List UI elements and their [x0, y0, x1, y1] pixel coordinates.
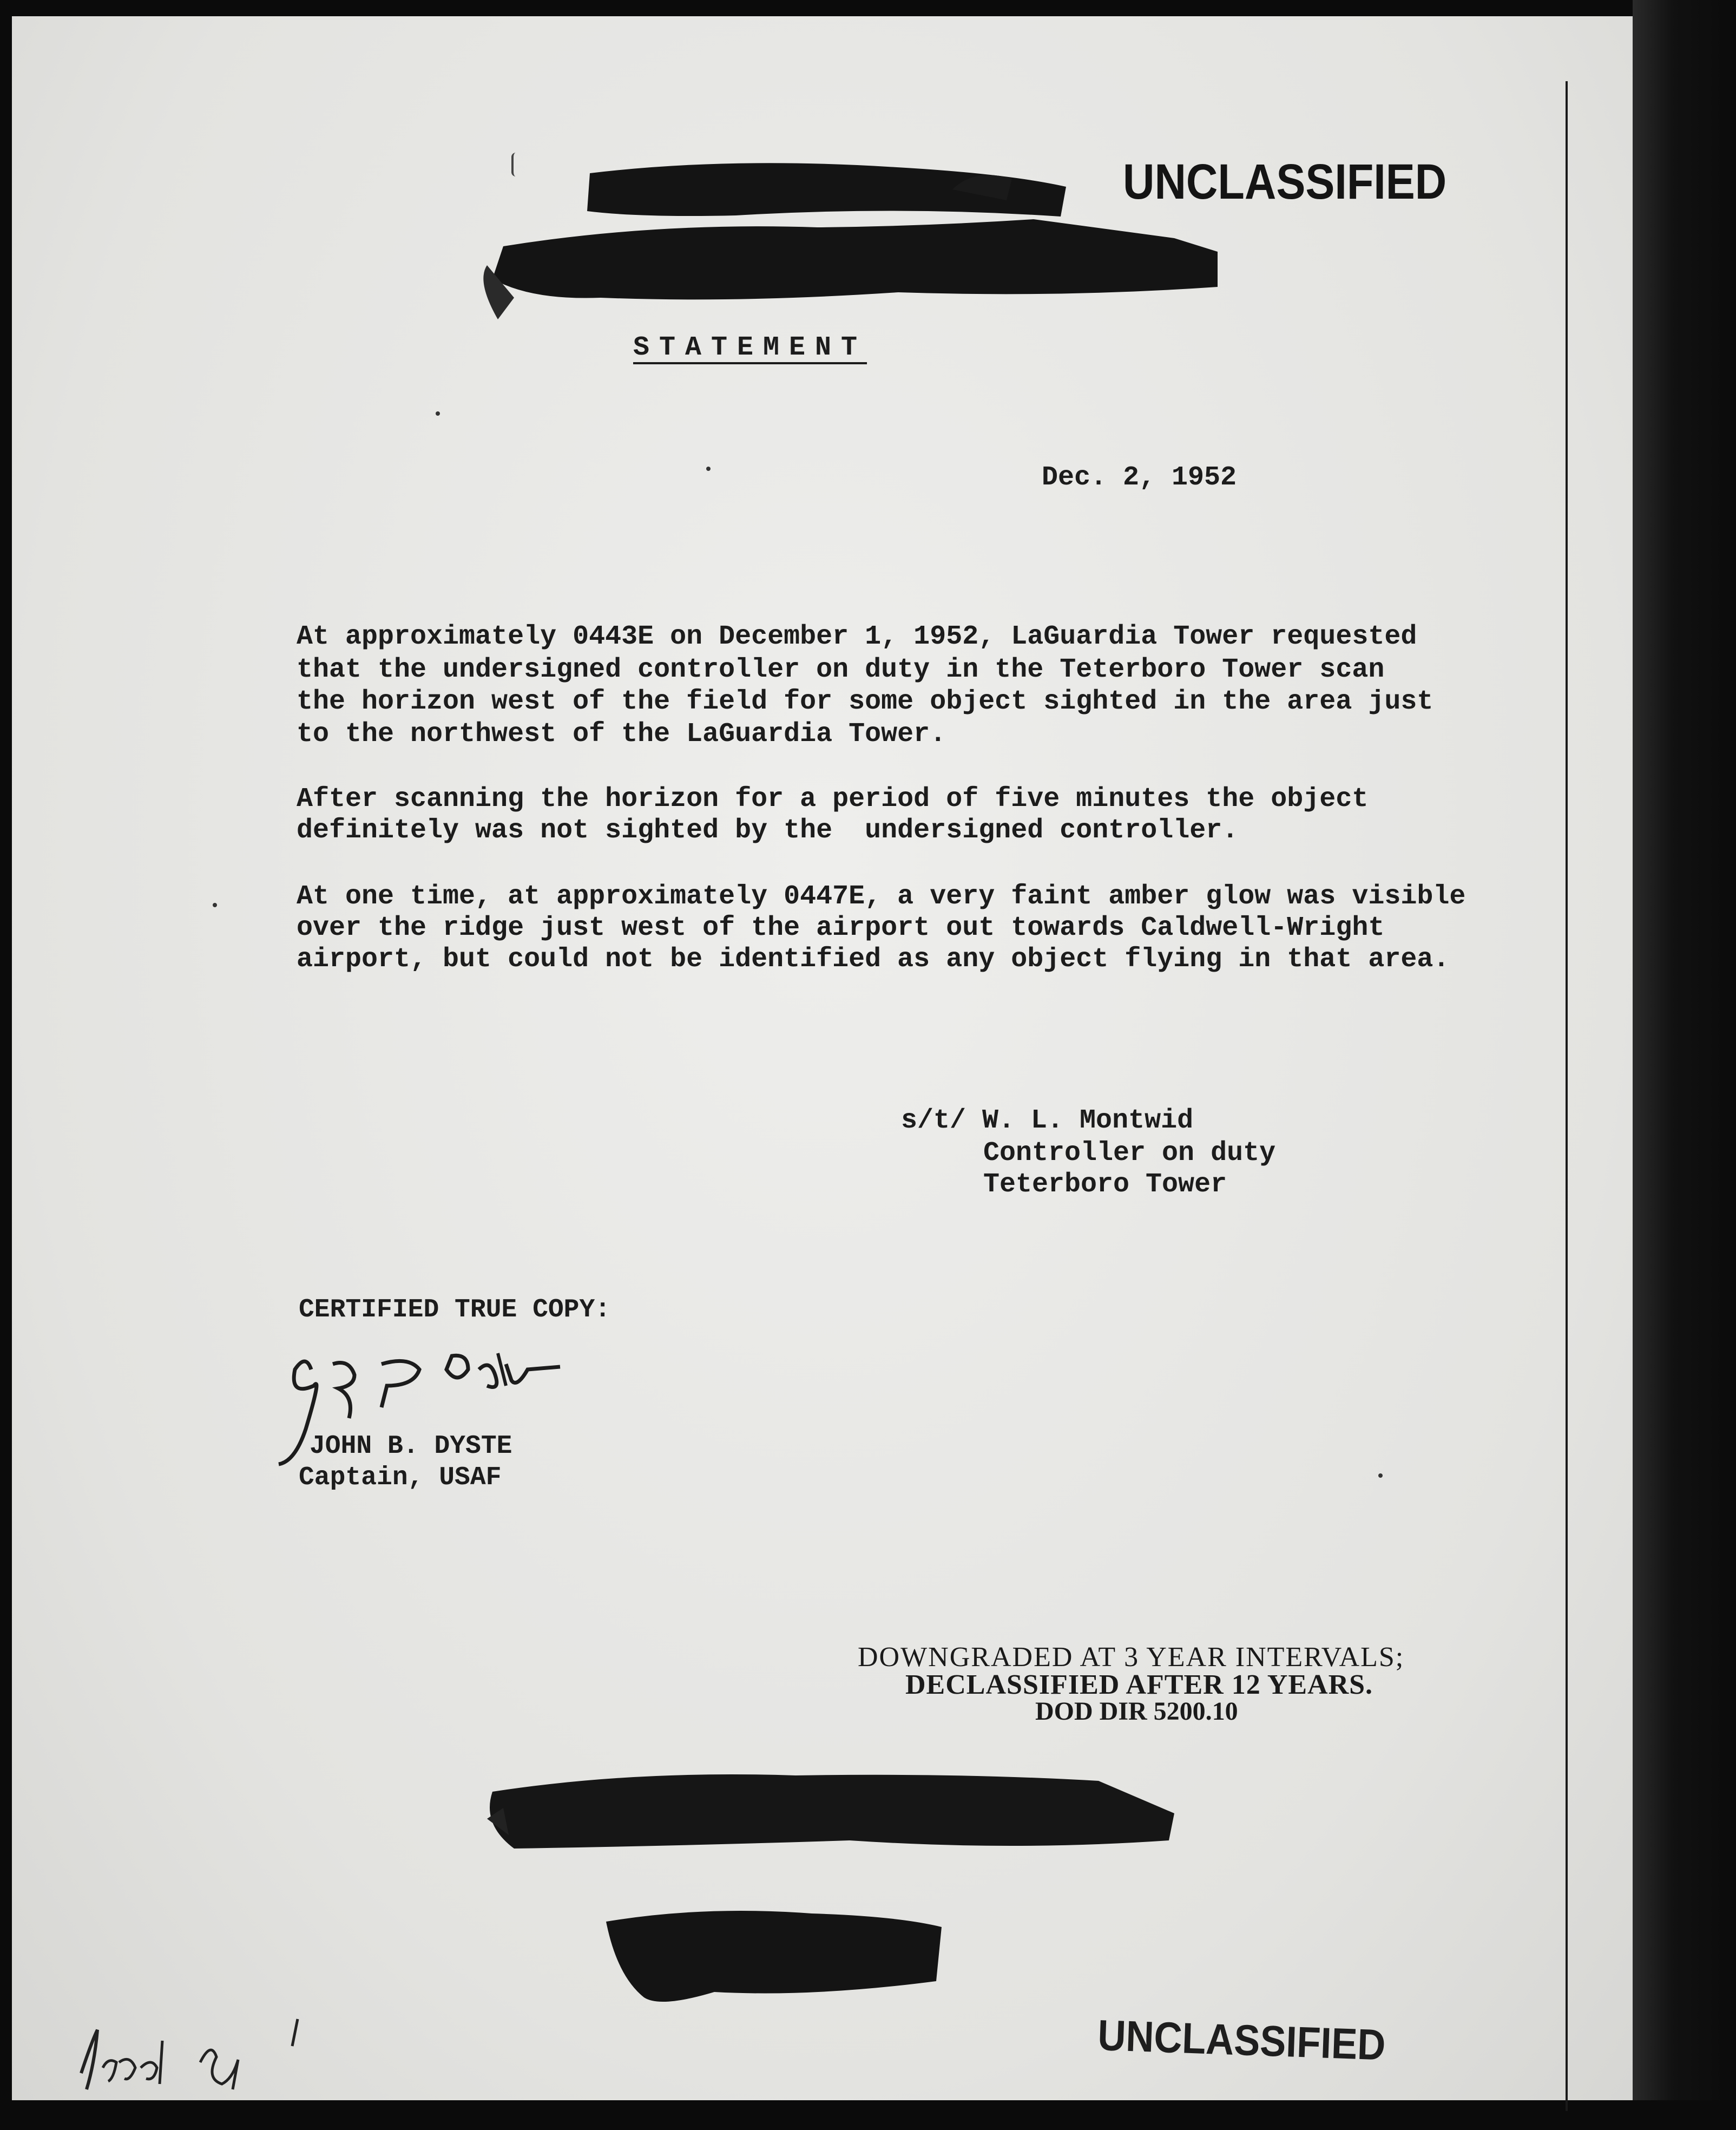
footer-redaction-bottom [595, 1905, 952, 2014]
scan-bottom-edge [0, 2100, 1736, 2130]
signer-title: Controller on duty [983, 1138, 1276, 1169]
certifier-rank: Captain, USAF [299, 1463, 502, 1492]
document-date: Dec. 2, 1952 [1042, 462, 1237, 493]
dod-directive-line: DOD DIR 5200.10 [1035, 1697, 1238, 1726]
paragraph-line: At approximately 0443E on December 1, 1952, LaGuardia Tower requested [297, 621, 1417, 652]
paragraph-line: over the ridge just west of the airport out towards Caldwell-Wright [297, 913, 1385, 943]
document-title: STATEMENT [633, 332, 867, 363]
footer-redaction-top [471, 1759, 1185, 1857]
speck [706, 467, 711, 471]
header-redaction [465, 157, 1234, 336]
certified-label: CERTIFIED TRUE COPY: [299, 1295, 611, 1325]
speck [436, 411, 440, 416]
paragraph-line: definitely was not sighted by the undersigned controller. [297, 815, 1239, 846]
page-edge-line [1566, 81, 1568, 2111]
header-classification-stamp: UNCLASSIFIED [1123, 154, 1447, 209]
scan-edge-shadow [1633, 0, 1736, 2130]
paragraph-line: At one time, at approximately 0447E, a very faint amber glow was visible [297, 881, 1466, 912]
declassify-line: DECLASSIFIED AFTER 12 YEARS. [905, 1669, 1373, 1700]
paragraph-line: to the northwest of the LaGuardia Tower. [297, 719, 946, 750]
paragraph-line: the horizon west of the field for some object sighted in the area just [297, 686, 1433, 717]
paragraph-line: After scanning the horizon for a period of five minutes the object [297, 784, 1369, 815]
handwritten-inclosure-note [70, 2008, 319, 2100]
paragraph-line: that the undersigned controller on duty in the Teterboro Tower scan [297, 654, 1385, 685]
downgrade-line: DOWNGRADED AT 3 YEAR INTERVALS; [858, 1642, 1405, 1673]
footer-classification-stamp: UNCLASSIFIED [1097, 2011, 1386, 2069]
paragraph-line: airport, but could not be identified as any object flying in that area. [297, 944, 1450, 975]
speck [213, 903, 217, 907]
speck [511, 153, 522, 176]
signer-name: s/t/ W. L. Montwid [901, 1105, 1194, 1136]
signer-location: Teterboro Tower [983, 1169, 1227, 1200]
certifier-name: JOHN B. DYSTE [310, 1432, 512, 1461]
speck [1378, 1473, 1383, 1478]
